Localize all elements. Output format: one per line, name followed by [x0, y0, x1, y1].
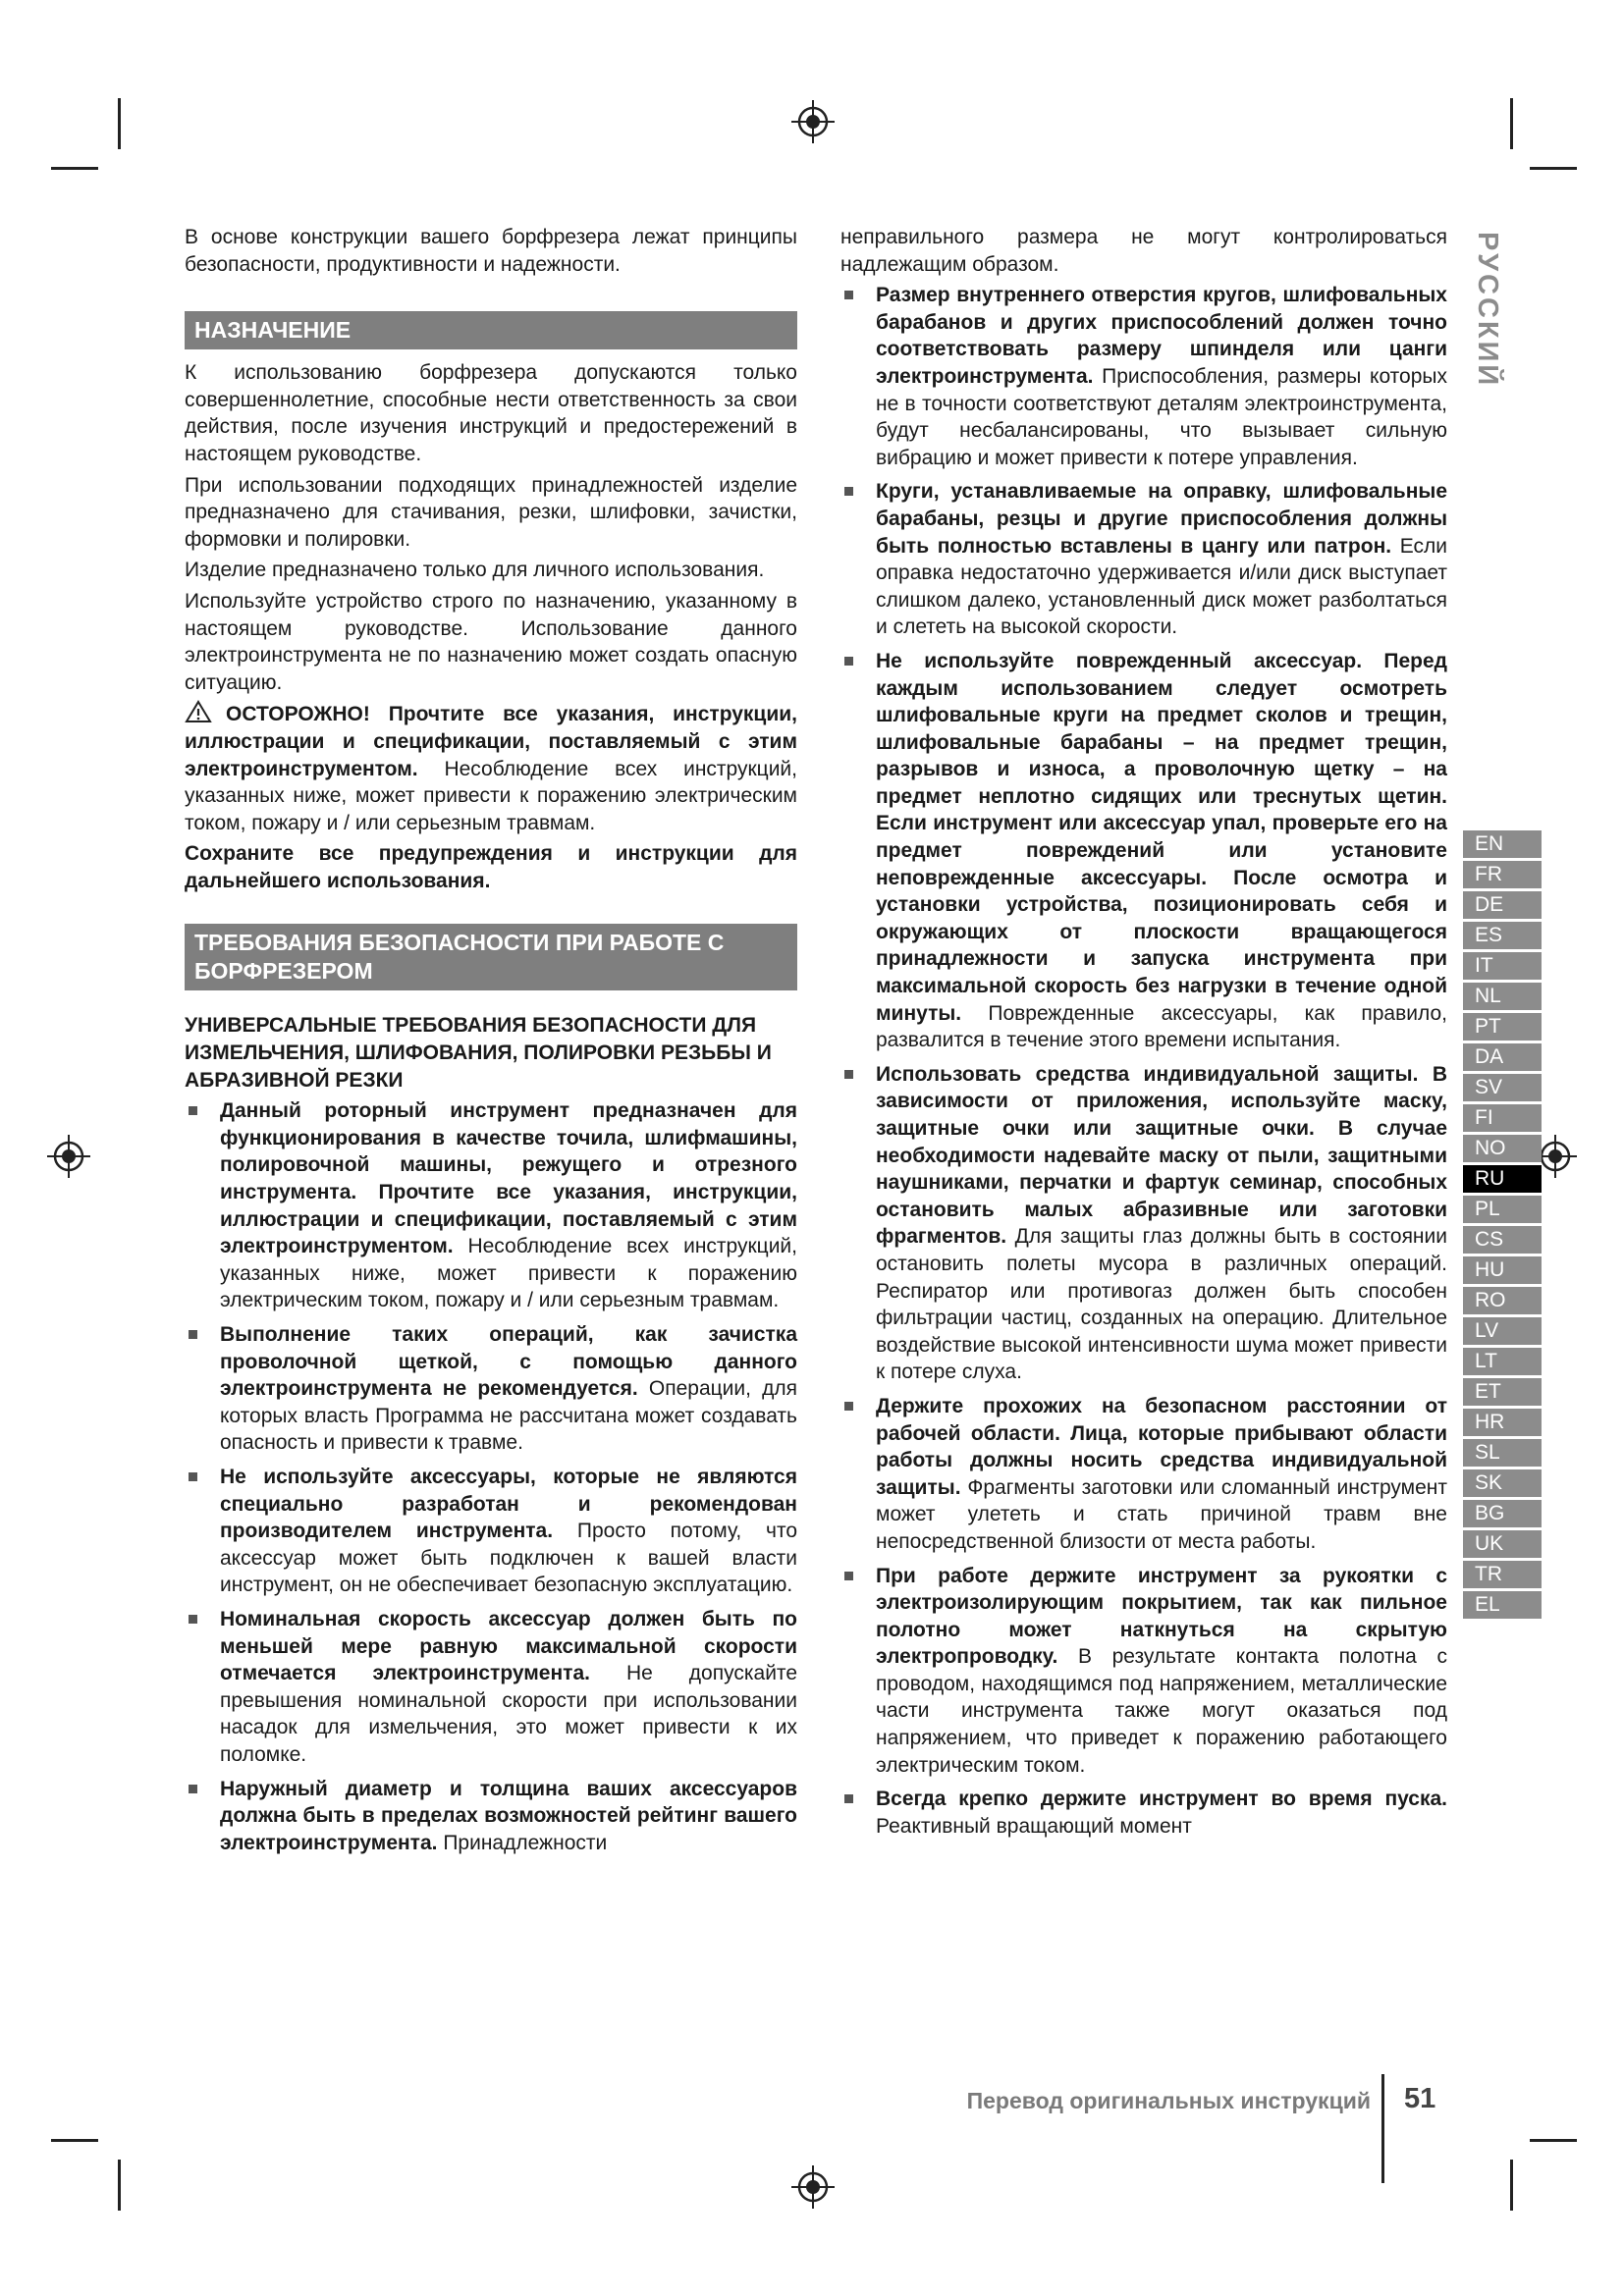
- section-heading-purpose: НАЗНАЧЕНИЕ: [185, 311, 797, 349]
- bullet-square-icon: [189, 1472, 197, 1481]
- language-tabs: [1463, 830, 1542, 1622]
- bullet-text: Если оправка недостаточно удерживается и/или диск выступает слишком далеко, установленный диск может разболтаться и слететь на высокой скорости.: [876, 534, 1447, 639]
- bullet-item: [185, 1606, 797, 1769]
- right-column: [840, 224, 1447, 1846]
- language-tab-lt[interactable]: LT: [1463, 1348, 1542, 1375]
- save-instructions: [185, 840, 797, 894]
- crop-mark: [1510, 2160, 1513, 2211]
- registration-mark-icon: [791, 100, 835, 143]
- bullet-bold-text: Держите прохожих на безопасном расстоянии от рабочей области. Лица, которые прибывают области работы должны носить средства индивидуальной защиты.: [876, 1394, 1447, 1499]
- bullet-bold-text: Не используйте поврежденный аксессуар. Перед каждым использованием следует осмотреть шлифовальные круги на предмет сколов и трещин, шлифовальные барабаны – на предмет трещин, разрывов и износа, а проволочную щетку – на предмет неплотно сидящих или треснутых щетин. Если инструмент или аксессуар упал, проверьте его на предмет повреждений или установите неповрежденные аксессуары. После осмотра и установки устройства, позиционировать себя и окружающих от плоскости вращающегося принадлежности и запуска инструмента при максимальной скорость без нагрузки в течение одной минуты.: [876, 649, 1447, 1025]
- left-column: [185, 224, 797, 1863]
- bullet-text: Фрагменты заготовки или сломанный инструмент может улететь и стать причиной травм вне непосредственной близости от места работы.: [876, 1475, 1447, 1553]
- bullet-text: Принадлежности: [437, 1831, 608, 1854]
- bullet-bold-text: Не используйте аксессуары, которые не являются специально разработан и рекомендован производителем инструмента.: [220, 1465, 797, 1543]
- bullet-bold-text: Выполнение таких операций, как зачистка проволочной щеткой, с помощью данного электроинструмента не рекомендуется.: [220, 1323, 797, 1401]
- bullet-text: Просто потому, что аксессуар может быть подключен к вашей власти инструмент, он не обеспечивает безопасную эксплуатацию.: [220, 1520, 798, 1597]
- paragraph: При использовании подходящих принадлежностей изделие предназначено для стачивания, резки, шлифовки, зачистки, формовки и полировки.: [185, 473, 797, 551]
- bullet-bold-text: Наружный диаметр и толщина ваших аксессуаров должна быть в пределах возможностей рейтинг вашего электроинструмента.: [220, 1777, 797, 1854]
- crop-mark: [118, 2160, 121, 2211]
- bullet-square-icon: [189, 1615, 197, 1624]
- language-tab-cs[interactable]: CS: [1463, 1226, 1542, 1254]
- bullet-text: Несоблюдение всех инструкций, указанных ниже, может привести к поражению электрическим током, пожару и / или серьезным травмам.: [220, 1235, 797, 1312]
- language-tab-es[interactable]: ES: [1463, 922, 1542, 949]
- bullet-bold-text: Использовать средства индивидуальной защиты. В зависимости от приложения, используйте маску, защитные очки или защитные очки. В случае необходимости надевайте маску от пыли, защитными наушниками, перчатки и фартук семинар, способных остановить малых абразивные или заготовки фрагментов.: [876, 1062, 1447, 1249]
- bullet-text: Реактивный вращающий момент: [876, 1814, 1192, 1838]
- language-tab-de[interactable]: DE: [1463, 891, 1542, 919]
- language-tab-pl[interactable]: PL: [1463, 1196, 1542, 1223]
- warning-triangle-icon: [185, 700, 212, 723]
- language-tab-hu[interactable]: HU: [1463, 1256, 1542, 1284]
- crop-mark: [1510, 98, 1513, 149]
- bullet-bold-text: Номинальная скорость аксессуар должен быть по меньшей мере равную максимальной скорости отмечается электроинструмента.: [220, 1607, 797, 1685]
- bullet-item: [840, 648, 1447, 1054]
- bullet-item: [840, 478, 1447, 641]
- continued-paragraph: неправильного размера не могут контролироваться надлежащим образом.: [840, 226, 1447, 276]
- footer-text: Перевод оригинальных инструкций: [966, 2088, 1371, 2113]
- language-tab-fi[interactable]: FI: [1463, 1104, 1542, 1132]
- intro-paragraph: В основе конструкции вашего борфрезера лежат принципы безопасности, продуктивности и надежности.: [185, 226, 797, 276]
- bullet-text: Для защиты глаз должны быть в состоянии остановить полеты мусора в различных операций. Респиратор или противогаз должен быть способен фильтрации частиц, созданных на операцию. Длительное воздействие высокой интенсивности шума может привести к потере слуха.: [876, 1225, 1447, 1384]
- language-tab-hr[interactable]: HR: [1463, 1409, 1542, 1436]
- language-tab-ro[interactable]: RO: [1463, 1287, 1542, 1314]
- footer-divider: [1381, 2074, 1384, 2183]
- bullet-text: Поврежденные аксессуары, как правило, развалится в течение этого времени испытания.: [876, 1001, 1447, 1052]
- right-bullet-list: [840, 282, 1447, 1840]
- bullet-square-icon: [189, 1785, 197, 1793]
- paragraph: Используйте устройство строго по назначению, указанному в настоящем руководстве. Использование данного электроинструмента не по назначению может создать опасную ситуацию.: [185, 589, 797, 694]
- bullet-item: [185, 1464, 797, 1599]
- bullet-square-icon: [844, 657, 853, 666]
- language-tab-ru[interactable]: RU: [1463, 1165, 1542, 1193]
- language-tab-sv[interactable]: SV: [1463, 1074, 1542, 1101]
- save-instructions-text: Сохраните все предупреждения и инструкции для дальнейшего использования.: [185, 842, 797, 892]
- crop-mark: [51, 2139, 98, 2142]
- crop-mark: [118, 98, 121, 149]
- bullet-item: [840, 282, 1447, 471]
- left-bullet-list: [185, 1097, 797, 1856]
- language-tab-da[interactable]: DA: [1463, 1043, 1542, 1071]
- language-tab-no[interactable]: NO: [1463, 1135, 1542, 1162]
- page-number: 51: [1404, 2083, 1436, 2114]
- bullet-item: [185, 1097, 797, 1314]
- bullet-text: Не допускайте превышения номинальной скорости при использовании насадок для измельчения, это может привести к их поломке.: [220, 1662, 797, 1766]
- paragraph: Изделие предназначено только для личного использования.: [185, 559, 765, 582]
- bullet-square-icon: [844, 291, 853, 299]
- bullet-bold-text: Размер внутреннего отверстия кругов, шлифовальных барабанов и других приспособлений должен точно соответствовать размеру шпинделя или цанги электроинструмента.: [876, 284, 1447, 388]
- bullet-bold-text: Данный роторный инструмент предназначен для функционирования в качестве точила, шлифмашины, полировочной машины, режущего и отрезного инструмента. Прочтите все указания, инструкции, иллюстрации и спецификации, поставляемый с этим электроинструментом.: [220, 1099, 797, 1258]
- bullet-bold-text: При работе держите инструмент за рукоятки с электроизолирующим покрытием, так как пильное полотно может наткнуться на скрытую электропроводку.: [876, 1564, 1447, 1669]
- bullet-item: [840, 1786, 1447, 1840]
- bullet-text: Операции, для которых власть Программа не рассчитана может создавать опасность и привести к травме.: [220, 1377, 797, 1455]
- crop-mark: [1530, 167, 1577, 170]
- language-tab-nl[interactable]: NL: [1463, 983, 1542, 1010]
- bullet-item: [840, 1563, 1447, 1780]
- language-tab-lv[interactable]: LV: [1463, 1317, 1542, 1345]
- side-language-title: РУССКИЙ: [1472, 232, 1503, 389]
- language-tab-et[interactable]: ET: [1463, 1378, 1542, 1406]
- bullet-item: [185, 1321, 797, 1457]
- bullet-item: [840, 1061, 1447, 1386]
- language-tab-sl[interactable]: SL: [1463, 1439, 1542, 1467]
- section-heading-safety: ТРЕБОВАНИЯ БЕЗОПАСНОСТИ ПРИ РАБОТЕ С БОРФРЕЗЕРОМ: [185, 924, 797, 990]
- bullet-bold-text: Всегда крепко держите инструмент во время пуска.: [876, 1788, 1447, 1811]
- registration-mark-icon: [47, 1135, 90, 1178]
- language-tab-tr[interactable]: TR: [1463, 1561, 1542, 1588]
- language-tab-it[interactable]: IT: [1463, 952, 1542, 980]
- bullet-text: В результате контакта полотна с проводом, находящимся под напряжением, металлические части инструмента также могут оказаться под напряжением, что приведет к поражению работающего электрическим током.: [876, 1645, 1447, 1777]
- bullet-item: [185, 1776, 797, 1857]
- bullet-item: [840, 1393, 1447, 1556]
- language-tab-fr[interactable]: FR: [1463, 861, 1542, 888]
- registration-mark-icon: [791, 2165, 835, 2209]
- crop-mark: [1530, 2139, 1577, 2142]
- warning-paragraph: [185, 700, 797, 836]
- bullet-text: Приспособления, размеры которых не в точности соответствуют деталям электроинструмента, будут несбалансированы, что вызывает сильную вибрацию и может привести к потере управления.: [876, 364, 1447, 469]
- language-tab-sk[interactable]: SK: [1463, 1469, 1542, 1497]
- crop-mark: [51, 167, 98, 170]
- warning-bold: ОСТОРОЖНО! Прочтите все указания, инструкции, иллюстрации и спецификации, поставляемый с этим электроинструментом.: [185, 703, 797, 780]
- bullet-square-icon: [844, 1794, 853, 1803]
- language-tab-uk[interactable]: UK: [1463, 1530, 1542, 1558]
- bullet-bold-text: Круги, устанавливаемые на оправку, шлифовальные барабаны, резцы и другие приспособления должны быть полностью вставлены в цангу или патрон.: [876, 480, 1447, 558]
- bullet-square-icon: [189, 1330, 197, 1339]
- language-tab-en[interactable]: EN: [1463, 830, 1542, 858]
- bullet-square-icon: [844, 1402, 853, 1411]
- language-tab-el[interactable]: EL: [1463, 1591, 1542, 1619]
- bullet-square-icon: [844, 487, 853, 496]
- language-tab-pt[interactable]: PT: [1463, 1013, 1542, 1041]
- subsection-heading: УНИВЕРСАЛЬНЫЕ ТРЕБОВАНИЯ БЕЗОПАСНОСТИ ДЛЯ ИЗМЕЛЬЧЕНИЯ, ШЛИФОВАНИЯ, ПОЛИРОВКИ РЕЗЬБЫ И АБРАЗИВНОЙ РЕЗКИ: [185, 1014, 772, 1092]
- bullet-square-icon: [189, 1106, 197, 1115]
- paragraph: К использованию борфрезера допускаются только совершеннолетние, способные нести ответственность за свои действия, после изучения инструкций и предостережений в настоящем руководстве.: [185, 361, 797, 465]
- bullet-square-icon: [844, 1070, 853, 1079]
- bullet-square-icon: [844, 1572, 853, 1580]
- warning-text: Несоблюдение всех инструкций, указанных ниже, может привести к поражению электрическим током, пожару и / или серьезным травмам.: [185, 757, 797, 834]
- language-tab-bg[interactable]: BG: [1463, 1500, 1542, 1527]
